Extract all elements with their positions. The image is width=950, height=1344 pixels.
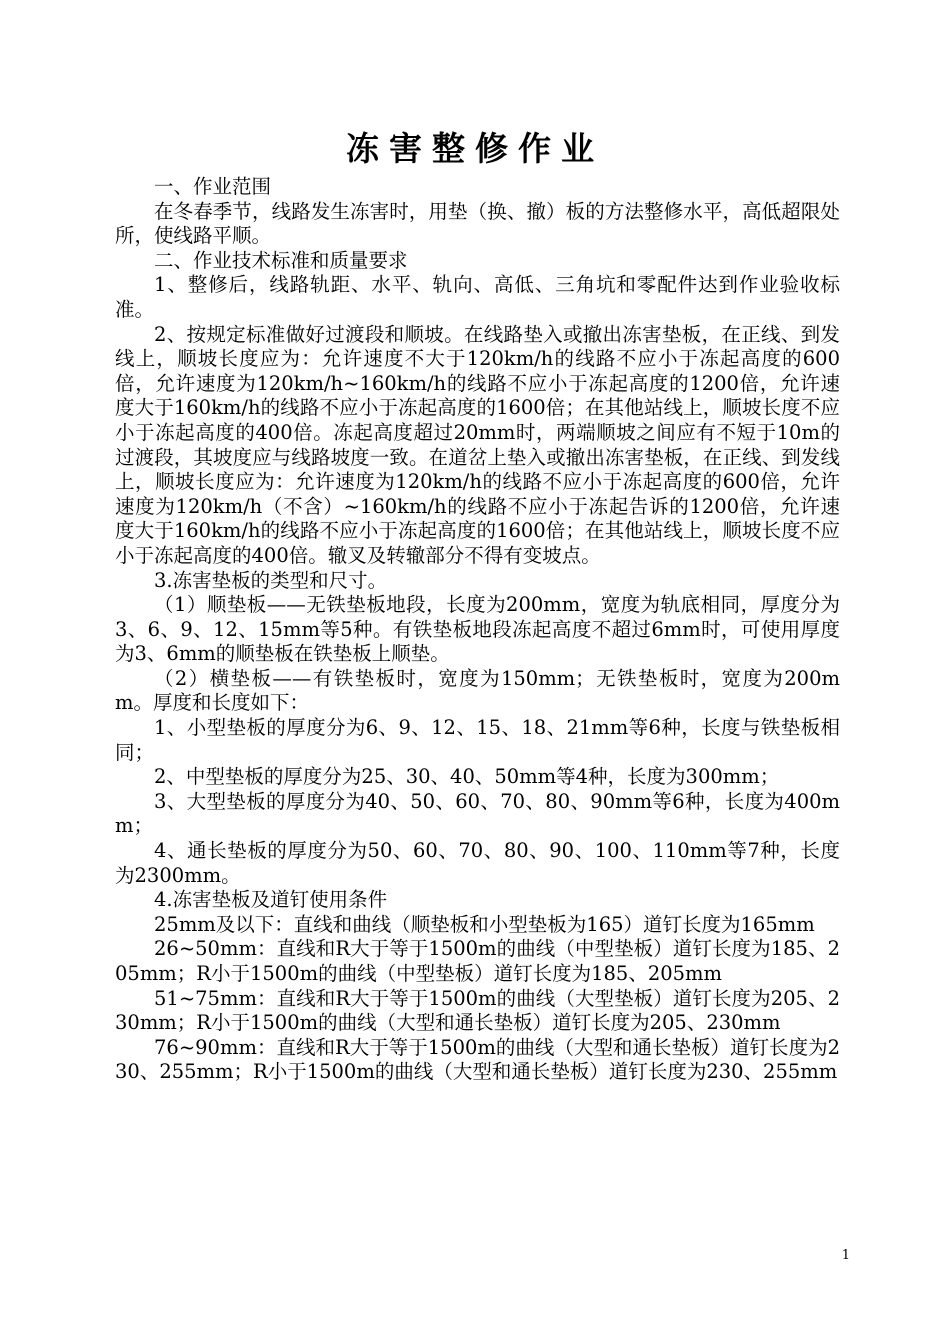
paragraph-condition-25mm: 25mm及以下：直线和曲线（顺垫板和小型垫板为165）道钉长度为165mm: [154, 912, 815, 936]
section-heading-standards: 二、作业技术标准和质量要求: [154, 248, 408, 272]
document-title: 冻害整修作业: [346, 129, 604, 168]
paragraph-medium-shim: 2、中型垫板的厚度分为25、30、40、50mm等4种，长度为300mm；: [154, 765, 780, 789]
paragraph-shim-type-2: （2）横垫板——有铁垫板时，宽度为150mm；无铁垫板时，宽度为200mm。厚度和长度如下：: [115, 666, 840, 715]
page-number: 1: [841, 1248, 850, 1263]
paragraph-condition-51-75mm: 51~75mm：直线和R大于等于1500m的曲线（大型垫板）道钉长度为205、230mm；R小于1500m的曲线（大型和通长垫板）道钉长度为205、230mm: [115, 986, 840, 1035]
section-heading-scope: 一、作业范围: [154, 175, 272, 198]
paragraph-large-shim: 3、大型垫板的厚度分为40、50、60、70、80、90mm等6种，长度为400mm；: [115, 789, 840, 838]
paragraph-shim-type-1: （1）顺垫板——无铁垫板地段，长度为200mm，宽度为轨底相同，厚度分为3、6、9、12、15mm等5种。有铁垫板地段冻起高度不超过6mm时，可使用厚度为3、6mm的顺垫板在铁垫板上顺垫。: [115, 593, 840, 666]
paragraph-small-shim: 1、小型垫板的厚度分为6、9、12、15、18、21mm等6种，长度与铁垫板相同；: [115, 716, 840, 764]
paragraph-condition-26-50mm: 26~50mm：直线和R大于等于1500m的曲线（中型垫板）道钉长度为185、205mm；R小于1500m的曲线（中型垫板）道钉长度为185、205mm: [115, 937, 840, 985]
paragraph-conditions-heading: 4.冻害垫板及道钉使用条件: [154, 888, 388, 912]
paragraph-scope-text: 在冬春季节，线路发生冻害时，用垫（换、撤）板的方法整修水平，高低超限处所，使线路平顺。: [115, 199, 840, 248]
paragraph-full-length-shim: 4、通长垫板的厚度分为50、60、70、80、90、100、110mm等7种，长度为2300mm。: [115, 839, 840, 887]
document-body: [115, 175, 840, 1085]
paragraph-standard-2: 2、按规定标准做好过渡段和顺坡。在线路垫入或撤出冻害垫板，在正线、到发线上，顺坡长度应为：允许速度不大于120km/h的线路不应小于冻起高度的600倍，允许速度为120km/h~160km/h的线路不应小于冻起高度的1200倍，允许速度大于160km/h的线路不应小于冻起高度的1600倍；在其他站线上，顺坡长度不应小于冻起高度的400倍。冻起高度超过20mm时，两端顺坡之间应有不短于10m的过渡段，其坡度应与线路坡度一致。在道岔上垫入或撤出冻害垫板，在正线、到发线上，顺坡长度应为：允许速度为120km/h的线路不应小于冻起高度的600倍，允许速度为120km/h（不含）~160km/h的线路不应小于冻起告诉的1200倍，允许速度大于160km/h的线路不应小于冻起高度的1600倍；在其他站线上，顺坡长度不应小于冻起高度的400倍。辙叉及转辙部分不得有变坡点。: [115, 322, 840, 567]
paragraph-shim-types-heading: 3.冻害垫板的类型和尺寸。: [154, 568, 388, 592]
paragraph-condition-76-90mm: 76~90mm：直线和R大于等于1500m的曲线（大型和通长垫板）道钉长度为230、255mm；R小于1500m的曲线（大型和通长垫板）道钉长度为230、255mm: [115, 1035, 840, 1084]
paragraph-standard-1: 1、整修后，线路轨距、水平、轨向、高低、三角坑和零配件达到作业验收标准。: [115, 273, 840, 321]
